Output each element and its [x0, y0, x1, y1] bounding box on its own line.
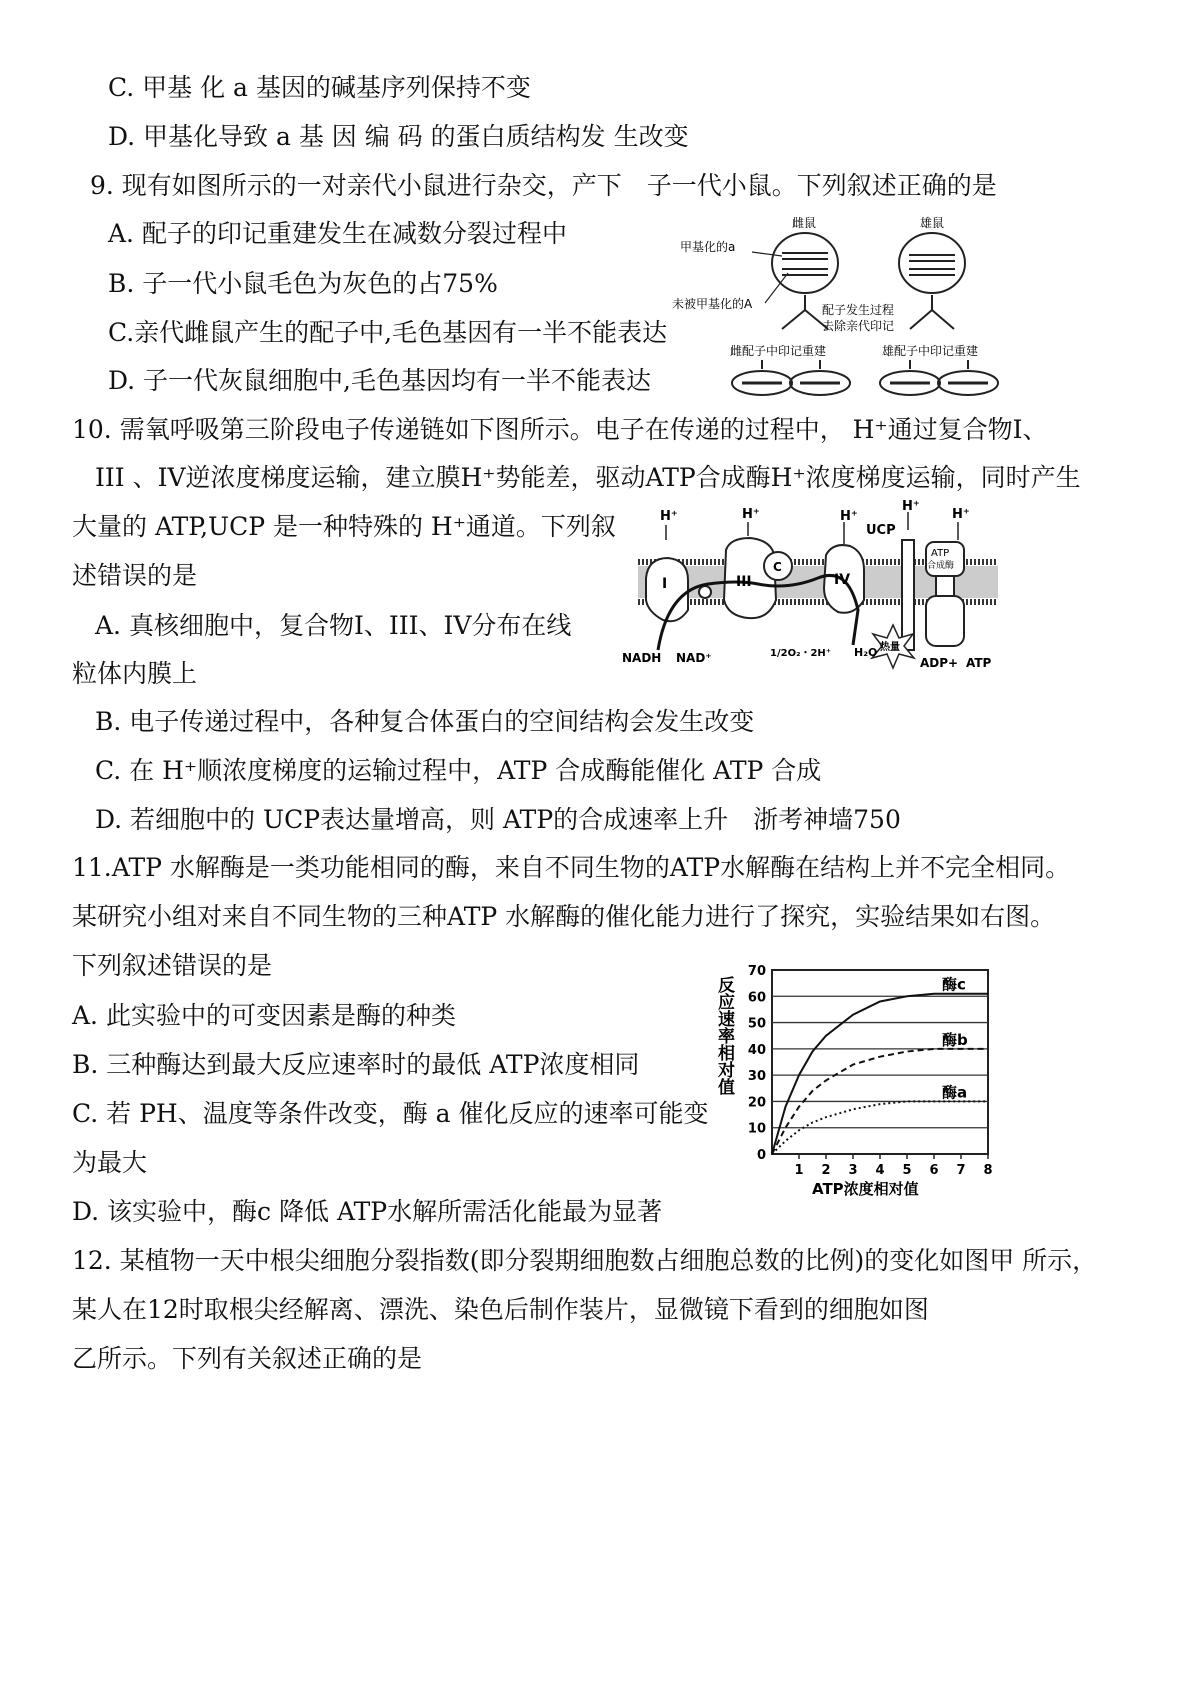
q11-option-d: D. 该实验中，酶c 降低 ATP水解所需活化能最为显著	[72, 1197, 663, 1226]
q9-option-d: D. 子一代灰鼠细胞中,毛色基因均有一半不能表达	[108, 366, 651, 395]
chart-y-tick-label: 60	[747, 990, 766, 1006]
q9-fig-process-line2: 去除亲代印记	[822, 319, 895, 333]
q10-fig-hplus-4: H⁺	[902, 500, 920, 514]
q10-option-b: B. 电子传递过程中，各种复合体蛋白的空间结构会发生改变	[95, 707, 755, 736]
chart-x-tick-label: 1	[794, 1163, 804, 1178]
q10-fig-complex-3: III	[736, 574, 752, 590]
chart-x-tick-label: 6	[929, 1163, 939, 1178]
q12-stem-line3: 乙所示。下列有关叙述正确的是	[72, 1344, 423, 1373]
chart-series-line	[772, 994, 988, 1154]
q9-fig-female-label: 雌鼠	[792, 216, 817, 230]
q10-electron-transport-figure	[618, 500, 1008, 675]
q11-option-c-line1: C. 若 PH、温度等条件改变，酶 a 催化反应的速率可能变	[72, 1099, 709, 1128]
q8-option-c: C. 甲基 化 a 基因的碱基序列保持不变	[108, 73, 531, 102]
q9-option-c: C.亲代雌鼠产生的配子中,毛色基因有一半不能表达	[108, 318, 668, 347]
q10-option-c: C. 在 H⁺顺浓度梯度的运输过程中，ATP 合成酶能催化 ATP 合成	[95, 756, 822, 785]
q9-fig-female-rebuild: 雌配子中印记重建	[730, 344, 827, 358]
chart-series-label: 酶b	[942, 1030, 968, 1049]
chart-x-axis-label: ATP浓度相对值	[812, 1180, 919, 1198]
q10-fig-ucp: UCP	[866, 523, 896, 538]
q9-option-a: A. 配子的印记重建发生在减数分裂过程中	[108, 219, 567, 248]
q9-fig-male-rebuild: 雄配子中印记重建	[882, 344, 979, 358]
q9-imprint-figure	[670, 205, 1010, 405]
q12-stem-line1: 12. 某植物一天中根尖细胞分裂指数(即分裂期细胞数占细胞总数的比例)的变化如图甲 所示，	[72, 1246, 1098, 1275]
q10-fig-atp-synthase-1: ATP	[931, 548, 950, 559]
q10-stem-line2: III 、IV逆浓度梯度运输，建立膜H⁺势能差，驱动ATP合成酶H⁺浓度梯度运输，同时产生	[95, 463, 1081, 492]
q11-enzyme-rate-chart	[710, 958, 1010, 1198]
q11-stem-line1: 11.ATP 水解酶是一类功能相同的酶，来自不同生物的ATP水解酶在结构上并不完全相同。	[72, 853, 1071, 882]
chart-x-tick-label: 5	[902, 1163, 912, 1178]
q11-option-a: A. 此实验中的可变因素是酶的种类	[72, 1001, 456, 1030]
chart-y-tick-label: 70	[747, 964, 766, 979]
chart-y-tick-label: 30	[747, 1069, 766, 1085]
chart-x-tick-label: 8	[983, 1163, 993, 1178]
q9-fig-process-line1: 配子发生过程	[822, 303, 895, 317]
q12-stem-line2: 某人在12时取根尖经解离、漂洗、染色后制作装片，显微镜下看到的细胞如图	[72, 1295, 929, 1324]
q10-stem-line1: 10. 需氧呼吸第三阶段电子传递链如下图所示。电子在传递的过程中， H⁺通过复合物I、	[72, 415, 1048, 444]
q10-fig-hplus-5: H⁺	[952, 507, 970, 522]
q9-stem: 9. 现有如图所示的一对亲代小鼠进行杂交，产下 子一代小鼠。下列叙述正确的是	[90, 171, 997, 200]
q8-option-d: D. 甲基化导致 a 基 因 编 码 的蛋白质结构发 生改变	[108, 122, 689, 151]
chart-x-tick-label: 7	[956, 1163, 966, 1178]
q10-fig-hplus-1: H⁺	[660, 509, 678, 524]
q10-option-d: D. 若细胞中的 UCP表达量增高，则 ATP的合成速率上升 浙考神墙750	[95, 805, 901, 834]
q11-option-b: B. 三种酶达到最大反应速率时的最低 ATP浓度相同	[72, 1050, 640, 1079]
q10-fig-cytc: C	[773, 560, 782, 574]
q11-stem-line2: 某研究小组对来自不同生物的三种ATP 水解酶的催化能力进行了探究，实验结果如右图。	[72, 902, 1056, 931]
chart-x-tick-label: 4	[875, 1163, 885, 1178]
q10-stem-line3: 大量的 ATP,UCP 是一种特殊的 H⁺通道。下列叙	[72, 512, 616, 541]
q9-fig-unmethylated-label: 未被甲基化的A	[672, 297, 753, 311]
chart-x-tick-label: 3	[848, 1163, 858, 1178]
chart-y-tick-label: 0	[756, 1148, 766, 1163]
q10-fig-hplus-3: H⁺	[840, 509, 858, 524]
q11-option-c-line2: 为最大	[72, 1148, 148, 1177]
q10-fig-complex-4: IV	[834, 572, 851, 588]
q10-fig-hplus-2: H⁺	[742, 507, 760, 522]
chart-y-tick-label: 20	[747, 1095, 766, 1111]
q10-fig-adp: ADP+	[920, 656, 959, 670]
chart-plot-frame	[772, 970, 988, 1154]
q10-fig-atp: ATP	[966, 656, 992, 670]
q10-fig-atp-synthase-2: 合成酶	[927, 561, 955, 571]
chart-series-label: 酶c	[942, 975, 966, 994]
q10-fig-o2: 1/2O₂・2H⁺	[770, 648, 832, 659]
q11-stem-line3: 下列叙述错误的是	[72, 951, 273, 980]
q9-option-b: B. 子一代小鼠毛色为灰色的占75%	[108, 269, 498, 298]
q10-fig-h2o: H₂O	[854, 646, 878, 659]
chart-series-label: 酶a	[942, 1083, 968, 1102]
q10-option-a-line2: 粒体内膜上	[72, 659, 198, 688]
chart-y-tick-label: 10	[747, 1121, 766, 1137]
q10-stem-line4: 述错误的是	[72, 561, 198, 590]
q10-fig-complex-1: I	[662, 576, 668, 592]
q10-fig-nad: NAD⁺	[676, 651, 712, 665]
chart-y-tick-label: 40	[747, 1042, 766, 1058]
q10-option-a-line1: A. 真核细胞中，复合物I、III、IV分布在线	[95, 611, 572, 640]
chart-x-tick-label: 2	[821, 1163, 831, 1178]
q10-fig-nadh: NADH	[622, 651, 662, 665]
q9-fig-methylated-label: 甲基化的a	[680, 240, 736, 254]
q10-fig-heat: 热量	[880, 642, 900, 653]
chart-y-tick-label: 50	[747, 1016, 766, 1032]
chart-y-axis-label: 反应速率相对值	[714, 976, 734, 1095]
q9-fig-male-label: 雄鼠	[920, 216, 945, 230]
